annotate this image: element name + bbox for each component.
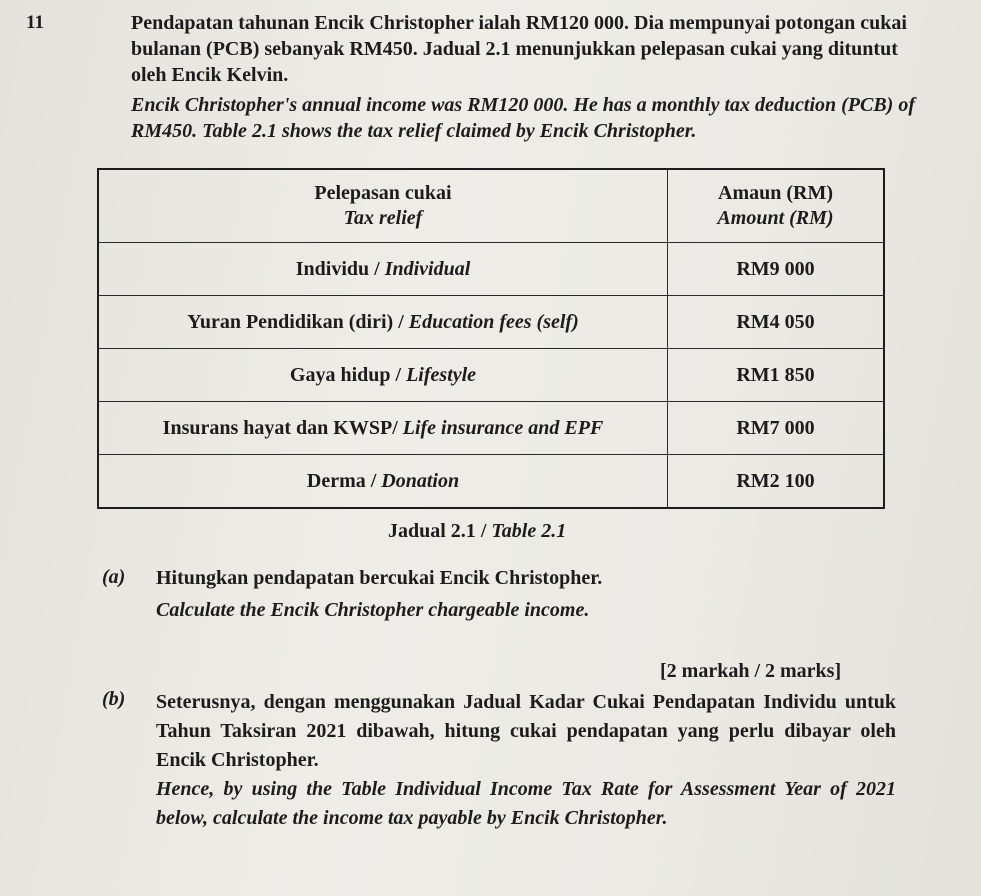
part-a-malay: Hitungkan pendapatan bercukai Encik Christopher.	[156, 567, 603, 589]
table-header-row	[98, 169, 884, 243]
header-relief-malay: Pelepasan cukai	[314, 182, 452, 204]
table-caption: Jadual 2.1 / Table 2.1	[388, 520, 567, 542]
relief-amount-cell: RM4 050	[668, 296, 885, 349]
relief-amount-cell: RM7 000	[668, 402, 885, 455]
tax-relief-table	[97, 168, 885, 509]
relief-name-cell: Insurans hayat dan KWSP/ Life insurance and EPF	[98, 402, 668, 455]
table-row	[98, 402, 884, 455]
question-intro-english: Encik Christopher's annual income was RM120 000. He has a monthly tax deduction (PCB) of RM450. Table 2.1 shows the tax relief claimed by Encik Christopher.	[131, 94, 916, 142]
header-amount-malay: Amaun (RM)	[718, 182, 833, 204]
part-a-label: (a)	[102, 566, 126, 588]
header-tax-relief	[98, 169, 668, 243]
table-row	[98, 296, 884, 349]
part-a-english: Calculate the Encik Christopher chargeable income.	[156, 599, 590, 621]
header-amount-english: Amount (RM)	[717, 207, 834, 229]
relief-name-cell: Yuran Pendidikan (diri) / Education fees (self)	[98, 296, 668, 349]
part-a-marks: [2 markah / 2 marks]	[660, 660, 842, 682]
table-row	[98, 455, 884, 509]
header-relief-english: Tax relief	[343, 207, 423, 229]
relief-amount-cell: RM2 100	[668, 455, 885, 509]
relief-name-cell: Gaya hidup / Lifestyle	[98, 349, 668, 402]
table-row	[98, 349, 884, 402]
part-b-english: Hence, by using the Table Individual Income Tax Rate for Assessment Year of 2021 below, calculate the income tax payable by Encik Christopher.	[156, 778, 896, 829]
question-intro-malay: Pendapatan tahunan Encik Christopher ialah RM120 000. Dia mempunyai potongan cukai bulanan (PCB) sebanyak RM450. Jadual 2.1 menunjukkan pelepasan cukai yang dituntut oleh Encik Kelvin.	[131, 12, 907, 86]
header-amount	[668, 169, 885, 243]
part-b-malay: Seterusnya, dengan menggunakan Jadual Kadar Cukai Pendapatan Individu untuk Tahun Taksiran 2021 dibawah, hitung cukai pendapatan yang perlu dibayar oleh Encik Christopher.	[156, 691, 896, 771]
question-number: 11	[26, 12, 44, 33]
relief-name-cell: Individu / Individual	[98, 243, 668, 296]
table-row	[98, 243, 884, 296]
relief-amount-cell: RM1 850	[668, 349, 885, 402]
relief-name-cell: Derma / Donation	[98, 455, 668, 509]
part-b-label: (b)	[102, 688, 126, 710]
relief-amount-cell: RM9 000	[668, 243, 885, 296]
